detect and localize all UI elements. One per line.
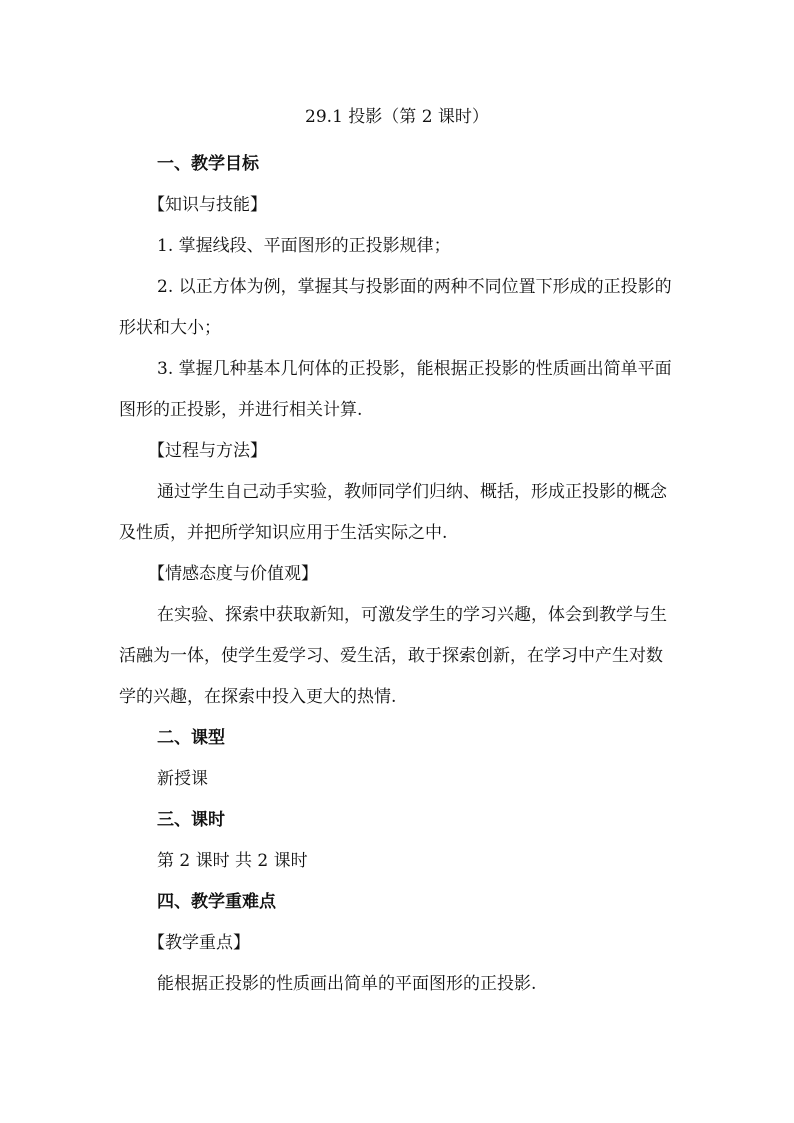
document-title: 29.1 投影（第 2 课时） <box>305 107 489 127</box>
section-heading-class-hours: 三、课时 <box>157 810 225 830</box>
section-heading-lesson-type: 二、课型 <box>157 728 225 748</box>
document-body <box>119 144 679 1005</box>
process-methods-paragraph: 通过学生自己动手实验，教师同学们归纳、概括，形成正投影的概念及性质，并把所学知识应用于生活实际之中. <box>119 482 667 543</box>
section-heading-key-points: 四、教学重难点 <box>157 892 276 912</box>
objective-item-1: 1. 掌握线段、平面图形的正投影规律； <box>157 236 451 256</box>
objective-item-3: 3. 掌握几种基本几何体的正投影，能根据正投影的性质画出简单平面图形的正投影，并进行相关计算. <box>119 359 672 420</box>
objective-item-2: 2. 以正方体为例，掌握其与投影面的两种不同位置下形成的正投影的形状和大小； <box>119 277 672 338</box>
subheading-attitudes-values: 【情感态度与价值观】 <box>148 564 318 584</box>
subheading-knowledge-skills: 【知识与技能】 <box>148 195 267 215</box>
lesson-type-value: 新授课 <box>157 769 208 789</box>
subheading-teaching-focus: 【教学重点】 <box>148 933 250 953</box>
teaching-focus-paragraph: 能根据正投影的性质画出简单的平面图形的正投影. <box>157 974 537 994</box>
attitudes-values-paragraph: 在实验、探索中获取新知，可激发学生的学习兴趣，体会到教学与生活融为一体，使学生爱学习、爱生活，敢于探索创新，在学习中产生对数学的兴趣，在探索中投入更大的热情. <box>119 605 667 707</box>
class-hours-value: 第 2 课时 共 2 课时 <box>157 851 308 871</box>
section-heading-objectives: 一、教学目标 <box>157 154 259 174</box>
subheading-process-methods: 【过程与方法】 <box>148 441 267 461</box>
